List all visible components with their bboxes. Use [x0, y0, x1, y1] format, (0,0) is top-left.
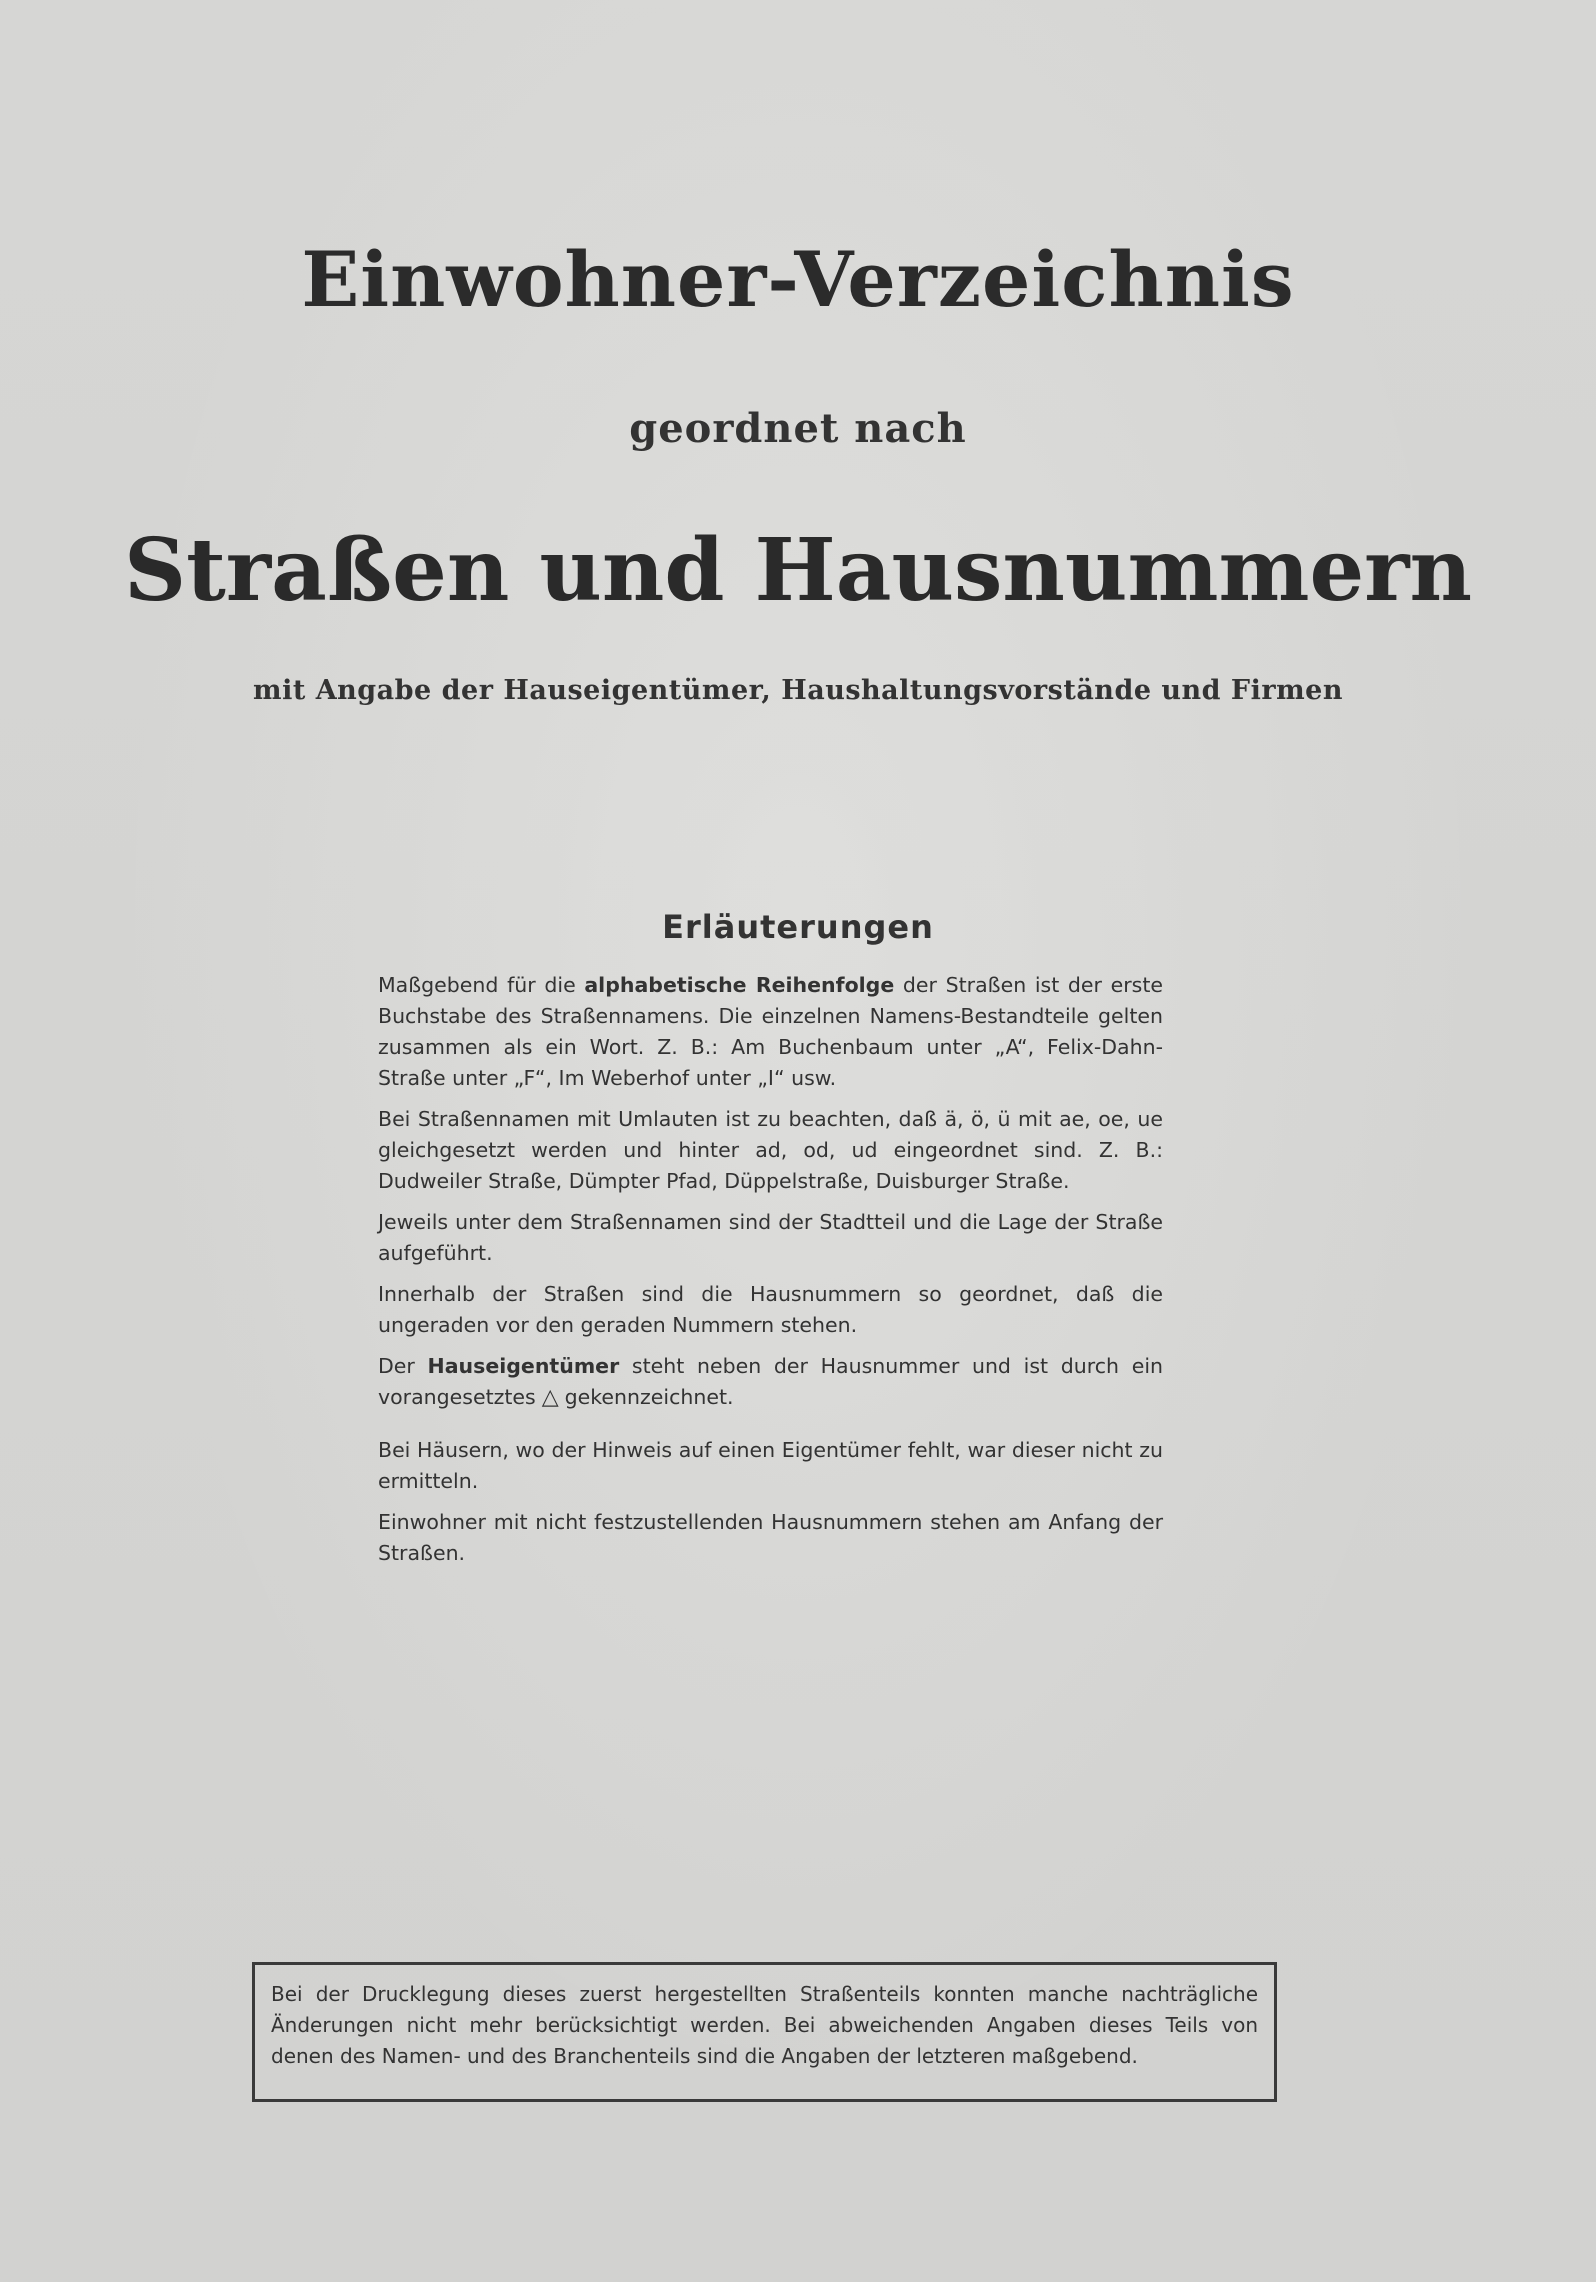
explanation-paragraph-5	[378, 1351, 1163, 1413]
p5-bold: Hauseigentümer	[427, 1354, 620, 1378]
streets-title: Straßen und Hausnummern	[123, 520, 1473, 621]
explanation-paragraph-3: Jeweils unter dem Straßennamen sind der Stadtteil und die Lage der Straße aufgeführt.	[378, 1210, 1163, 1265]
p1-prefix: Maßgebend für die	[378, 973, 585, 997]
document-subtitle: geordnet nach	[629, 405, 967, 452]
triangle-icon: △	[541, 1385, 559, 1410]
notice-box: Bei der Drucklegung dieses zuerst hergestellten Straßenteils konnten manche nachträgliche Änderungen nicht mehr berücksichtigt werden. Bei abweichenden Angaben dieses Teils von denen des Namen- und des Branchenteils sind die Angaben der letzteren maßgebend.	[252, 1962, 1277, 2102]
p5-middle: steht neben der Hausnummer und ist durch ein vorangesetztes	[378, 1354, 1164, 1409]
explanations-body	[378, 970, 1163, 1579]
explanation-paragraph-6: Bei Häusern, wo der Hinweis auf einen Eigentümer fehlt, war dieser nicht zu ermitteln.	[378, 1438, 1163, 1493]
p5-prefix: Der	[378, 1354, 428, 1378]
explanation-paragraph-7: Einwohner mit nicht festzustellenden Hausnummern stehen am Anfang der Straßen.	[378, 1510, 1163, 1565]
p5-suffix: gekennzeichnet.	[564, 1385, 734, 1409]
document-title: Einwohner-Verzeichnis	[301, 235, 1295, 324]
title-description: mit Angabe der Hauseigentümer, Haushaltungsvorstände und Firmen	[253, 675, 1343, 706]
p1-bold: alphabetische Reihenfolge	[584, 973, 895, 997]
p1-suffix: der Straßen ist der erste Buchstabe des Straßennamens. Die einzelnen Namens-Bestandteile gelten zusammen als ein Wort. Z. B.: Am Buchenbaum unter „A“, Felix-Dahn-Straße unter „F“, Im Weberhof unter „I“ usw.	[378, 973, 1163, 1090]
explanation-paragraph-1	[378, 970, 1163, 1094]
explanation-paragraph-4: Innerhalb der Straßen sind die Hausnummern so geordnet, daß die ungeraden vor den geraden Nummern stehen.	[378, 1282, 1163, 1337]
explanation-paragraph-2: Bei Straßennamen mit Umlauten ist zu beachten, daß ä, ö, ü mit ae, oe, ue gleichgesetzt werden und hinter ad, od, ud eingeordnet sind. Z. B.: Dudweiler Straße, Dümpter Pfad, Düppelstraße, Duisburger Straße.	[378, 1107, 1163, 1193]
explanations-heading: Erläuterungen	[662, 908, 934, 946]
